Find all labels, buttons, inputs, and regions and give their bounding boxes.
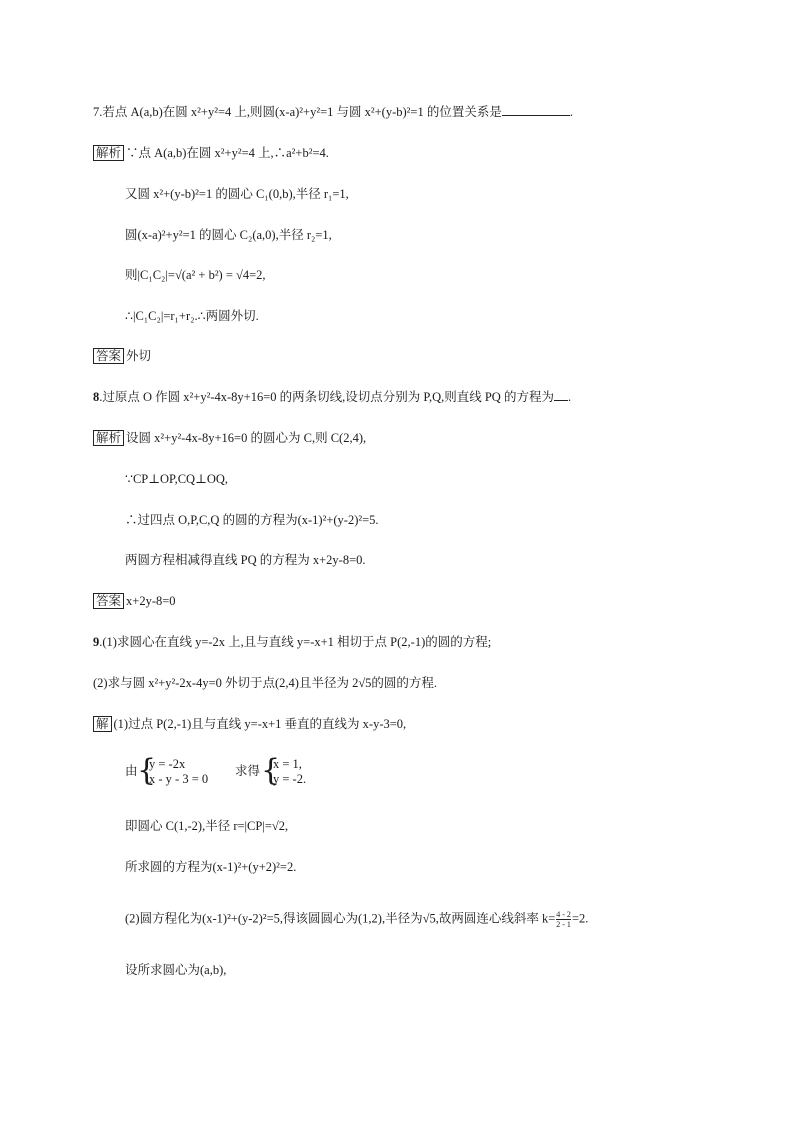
q9-solution-line-3: 所求圆的方程为(x-1)²+(y+2)²=2. [125, 860, 297, 874]
q8-analysis-line-1: 解析 设圆 x²+y²-4x-8y+16=0 的圆心为 C,则 C(2,4), [93, 430, 366, 446]
q7-analysis-line-5: ∴|C₁C₂|=r₁+r₂.∴两圆外切. [125, 309, 259, 323]
fraction: $\frac{4 - 2}{2 - 1}$ [556, 910, 571, 929]
q7-analysis-line-2: 又圆 x²+(y-b)²=1 的圆心 C₁(0,b),半径 r₁=1, [125, 187, 349, 201]
q9-solution-line-5: 设所求圆心为(a,b), [125, 963, 227, 977]
analysis-tag: 解析 [93, 145, 124, 161]
q9-solution-line-2: 即圆心 C(1,-2),半径 r=|CP|=√2, [125, 819, 289, 833]
q8-answer: 答案 x+2y-8=0 [93, 593, 176, 609]
q7-question: 7.若点 A(a,b)在圆 x²+y²=4 上,则圆(x-a)²+y²=1 与圆 x²+(y-b)²=1 的位置关系是 . [93, 105, 573, 119]
q9-solution-line-4: (2)圆方程化为(x-1)²+(y-2)²=5,得该圆圆心为(1,2),半径为√5,故两圆连心线斜率 k= $\frac{4 - 2}{2 - 1}$ =2. [125, 910, 589, 929]
q8-analysis-line-2: ∵CP⊥OP,CQ⊥OQ, [125, 472, 229, 486]
equation-system: 由 { y = -2x x - y - 3 = 0 求得 { x = 1, y = -2. [125, 753, 307, 788]
q8-question: 8.过原点 O 作圆 x²+y²-4x-8y+16=0 的两条切线,设切点分别为 P,Q,则直线 PQ 的方程为 . [93, 390, 572, 404]
analysis-tag: 解析 [93, 430, 124, 446]
q8-answer-blank [554, 389, 568, 401]
q8-analysis-line-3: ∴过四点 O,P,C,Q 的圆的方程为(x-1)²+(y-2)²=5. [125, 513, 379, 527]
q9-part1: 9.(1)求圆心在直线 y=-2x 上,且与直线 y=-x+1 相切于点 P(2,-1)的圆的方程; [93, 635, 492, 649]
q7-analysis-line-1: 解析 ∵点 A(a,b)在圆 x²+y²=4 上,∴a²+b²=4. [93, 145, 329, 161]
q7-answer: 答案 外切 [93, 348, 151, 364]
left-brace: { [137, 753, 157, 788]
q7-analysis-line-4: 则|C₁C₂|=√(a² + b²) = √4=2, [125, 268, 266, 282]
left-brace: { [261, 753, 281, 788]
q9-part2: (2)求与圆 x²+y²-2x-4y=0 外切于点(2,4)且半径为 2√5的圆的方程. [93, 676, 438, 690]
q7-answer-blank [502, 104, 570, 116]
solution-tag: 解 [93, 716, 112, 732]
q8-analysis-line-4: 两圆方程相减得直线 PQ 的方程为 x+2y-8=0. [125, 553, 366, 567]
q7-analysis-line-3: 圆(x-a)²+y²=1 的圆心 C₂(a,0),半径 r₂=1, [125, 228, 332, 242]
answer-tag: 答案 [93, 593, 124, 609]
answer-tag: 答案 [93, 348, 124, 364]
q9-solution-line-1: 解 (1)过点 P(2,-1)且与直线 y=-x+1 垂直的直线为 x-y-3=0, [93, 716, 406, 732]
